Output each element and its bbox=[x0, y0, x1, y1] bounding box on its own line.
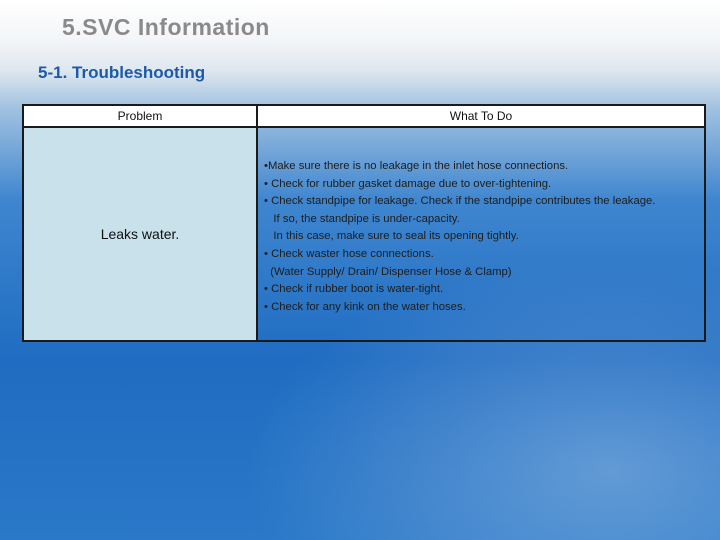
action-line: • Check for rubber gasket damage due to over-tightening. bbox=[264, 177, 552, 190]
problem-cell: Leaks water. bbox=[100, 226, 180, 242]
action-line: If so, the standpipe is under-capacity. bbox=[264, 212, 460, 225]
slide-title: 5.SVC Information bbox=[62, 14, 270, 40]
action-line: •Make sure there is no leakage in the inlet hose connections. bbox=[264, 160, 569, 172]
action-cell bbox=[258, 128, 704, 316]
section-title: 5-1. Troubleshooting bbox=[38, 63, 206, 82]
action-line: • Check if rubber boot is water-tight. bbox=[264, 283, 444, 296]
action-column bbox=[258, 106, 704, 340]
action-line: • Check waster hose connections. bbox=[264, 247, 434, 260]
action-line: (Water Supply/ Drain/ Dispenser Hose & Clamp) bbox=[264, 265, 512, 278]
problem-header: Problem bbox=[24, 106, 256, 128]
action-line: In this case, make sure to seal its opening tightly. bbox=[264, 230, 519, 243]
action-header: What To Do bbox=[258, 106, 704, 128]
action-line: • Check standpipe for leakage. Check if the standpipe contributes the leakage. bbox=[264, 195, 656, 208]
action-line: • Check for any kink on the water hoses. bbox=[264, 300, 466, 313]
troubleshooting-table bbox=[22, 104, 706, 342]
problem-column bbox=[24, 106, 258, 340]
